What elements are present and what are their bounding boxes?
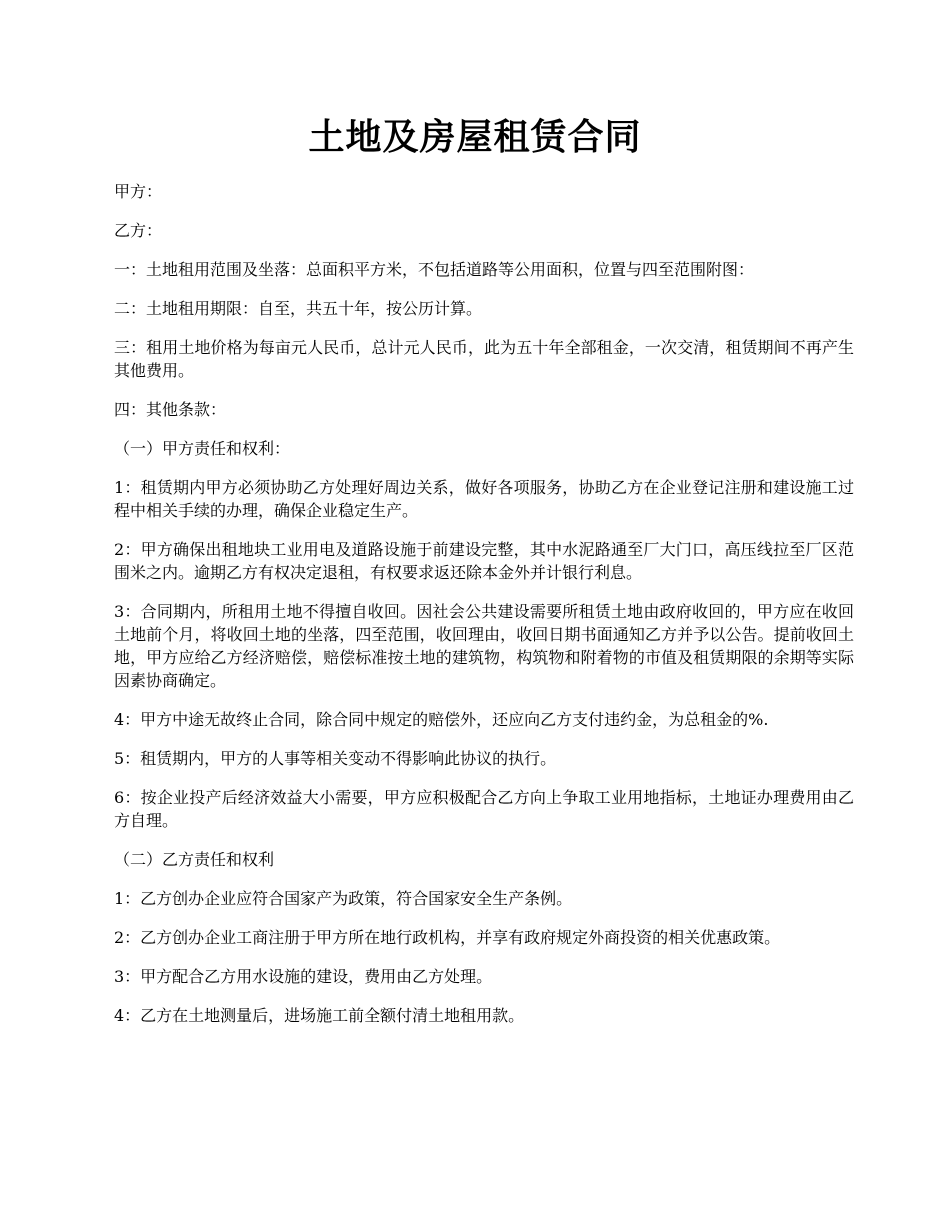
party-a-item-5: 5：租赁期内，甲方的人事等相关变动不得影响此协议的执行。	[114, 749, 557, 768]
section-party-b-heading: （二）乙方责任和权利	[114, 850, 275, 869]
party-b-item-3: 3：甲方配合乙方用水设施的建设，费用由乙方处理。	[114, 967, 493, 986]
clause-1: 一：土地租用范围及坐落：总面积平方米，不包括道路等公用面积，位置与四至范围附图：	[114, 260, 755, 279]
party-a-item-6: 6：按企业投产后经济效益大小需要，甲方应积极配合乙方向上争取工业用地指标，土地证办理费用由乙方自理。	[114, 788, 854, 830]
clause-2: 二：土地租用期限：自至，共五十年，按公历计算。	[114, 299, 483, 318]
clause-4-heading: 四：其他条款：	[114, 400, 227, 419]
party-a-line: 甲方：	[114, 182, 163, 201]
party-a-item-4: 4：甲方中途无故终止合同，除合同中规定的赔偿外，还应向乙方支付违约金，为总租金的%.	[114, 710, 769, 729]
party-a-item-1: 1：租赁期内甲方必须协助乙方处理好周边关系，做好各项服务，协助乙方在企业登记注册和建设施工过程中相关手续的办理，确保企业稳定生产。	[114, 478, 854, 520]
document-title: 土地及房屋租赁合同	[308, 116, 642, 158]
section-party-a-heading: （一）甲方责任和权利：	[114, 439, 291, 458]
clause-3: 三：租用土地价格为每亩元人民币，总计元人民币，此为五十年全部租金，一次交清，租赁期间不再产生其他费用。	[114, 338, 854, 380]
document-body	[114, 180, 854, 1043]
party-b-item-2: 2：乙方创办企业工商注册于甲方所在地行政机构，并享有政府规定外商投资的相关优惠政策。	[114, 928, 781, 947]
party-b-item-4: 4：乙方在土地测量后，进场施工前全额付清土地租用款。	[114, 1006, 525, 1025]
party-b-item-1: 1：乙方创办企业应符合国家产为政策，符合国家安全生产条例。	[114, 889, 573, 908]
party-a-item-2: 2：甲方确保出租地块工业用电及道路设施于前建设完整，其中水泥路通至厂大门口，高压线拉至厂区范围米之内。逾期乙方有权决定退租，有权要求返还除本金外并计银行利息。	[114, 540, 854, 582]
party-a-item-3: 3：合同期内，所租用土地不得擅自收回。因社会公共建设需要所租赁土地由政府收回的，甲方应在收回土地前个月，将收回土地的坐落，四至范围，收回理由，收回日期书面通知乙方并予以公告。提前收回土地，甲方应给乙方经济赔偿，赔偿标准按土地的建筑物，构筑物和附着物的市值及租赁期限的余期等实际因素协商确定。	[114, 602, 854, 690]
party-b-line: 乙方：	[114, 221, 163, 240]
